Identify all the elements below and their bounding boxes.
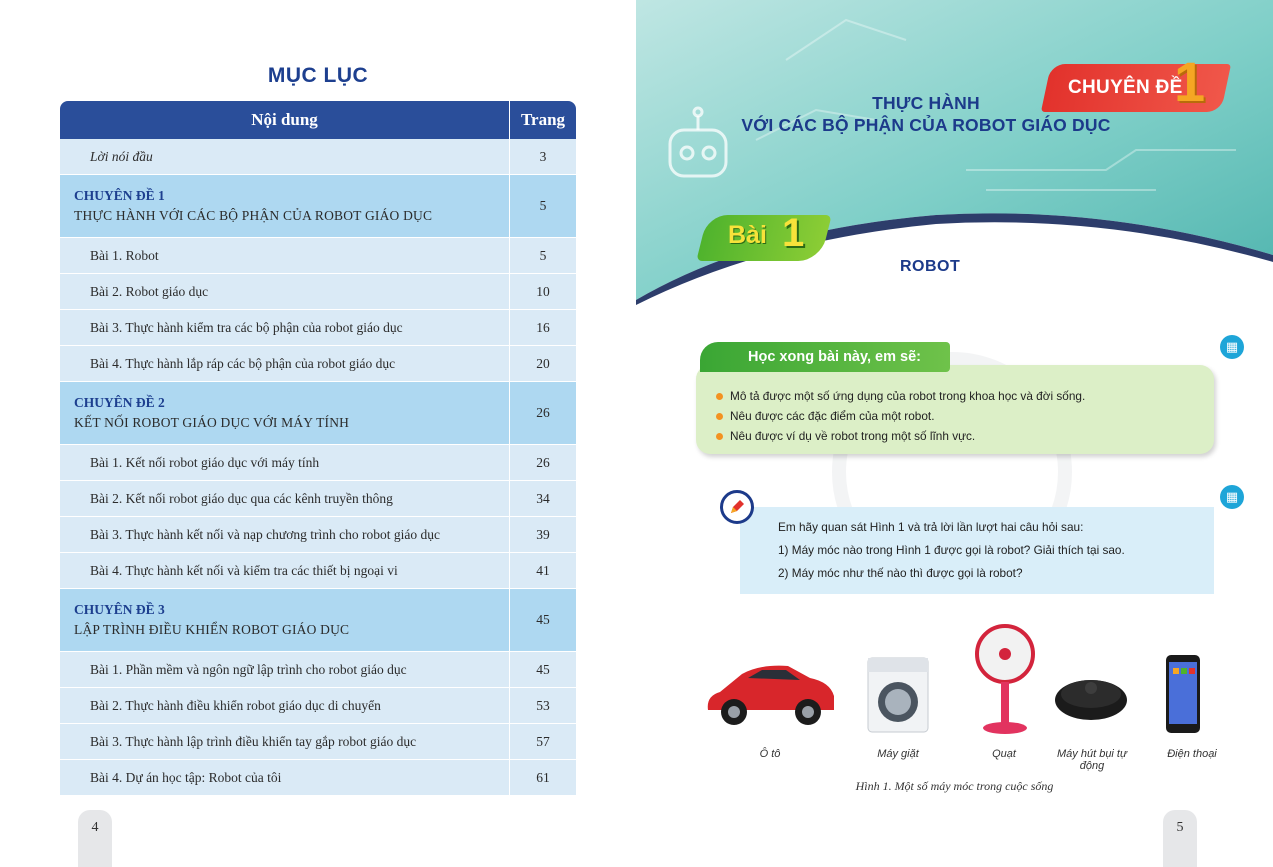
question-1: 1) Máy móc nào trong Hình 1 được gọi là robot? Giải thích tại sao.	[778, 543, 1125, 557]
chapter-title-line1: THỰC HÀNH	[872, 93, 980, 113]
toc-header-page: Trang	[520, 110, 566, 129]
objective-item: Nêu được ví dụ về robot trong một số lĩnh vực.	[716, 426, 1206, 446]
topic-badge-number: 1	[1174, 50, 1206, 113]
toc-row-label: Bài 3. Thực hành lập trình điều khiển tay gắp robot giáo dục	[60, 724, 510, 759]
topic-title: KẾT NỐI ROBOT GIÁO DỤC VỚI MÁY TÍNH	[74, 415, 350, 430]
chapter-title	[716, 92, 1136, 136]
toc-row-label: Bài 3. Thực hành kiểm tra các bộ phận của robot giáo dục	[60, 310, 510, 345]
topic-title: LẬP TRÌNH ĐIỀU KHIỂN ROBOT GIÁO DỤC	[74, 622, 350, 637]
toc-row-label: Bài 4. Thực hành lắp ráp các bộ phận của robot giáo dục	[60, 346, 510, 381]
toc-table	[60, 101, 576, 796]
toc-row-page: 3	[539, 148, 547, 164]
phone-image	[1165, 654, 1201, 734]
toc-header	[60, 101, 576, 139]
toc-lesson-3-3[interactable]	[60, 724, 576, 760]
toc-header-content: Nội dung	[60, 101, 510, 139]
item-label-car: Ô tô	[759, 748, 781, 760]
lesson-badge-number: 1	[782, 211, 805, 255]
toc-lesson-2-1[interactable]	[60, 445, 576, 481]
right-page	[636, 0, 1273, 867]
toc-row-intro[interactable]	[60, 139, 576, 175]
question-intro: Em hãy quan sát Hình 1 và trả lời lần lượt hai câu hỏi sau:	[778, 520, 1084, 534]
item-label-vacuum: Máy hút bụi tự động	[1057, 748, 1127, 772]
left-page	[0, 0, 636, 867]
item-label-phone: Điện thoại	[1167, 748, 1217, 760]
objectives-header	[700, 342, 950, 372]
toc-row-page: 53	[536, 697, 550, 713]
toc-lesson-1-1[interactable]	[60, 238, 576, 274]
toc-row-label: Bài 2. Kết nối robot giáo dục qua các kênh truyền thông	[60, 481, 510, 516]
toc-row-page: 5	[539, 198, 547, 213]
toc-title: MỤC LỤC	[267, 64, 369, 87]
toc-lesson-2-4[interactable]	[60, 553, 576, 589]
toc-lesson-2-2[interactable]	[60, 481, 576, 517]
toc-row-label: Bài 2. Robot giáo dục	[60, 274, 510, 309]
toc-row-page: 45	[536, 661, 550, 677]
toc-row-label: Bài 4. Thực hành kết nối và kiểm tra các thiết bị ngoại vi	[60, 553, 510, 588]
figure-caption: Hình 1. Một số máy móc trong cuộc sống	[855, 779, 1054, 793]
objectives-title: Học xong bài này, em sẽ:	[748, 349, 921, 365]
toc-row-page: 39	[536, 526, 550, 542]
toc-row-page: 5	[539, 247, 547, 263]
washing-machine-image	[866, 656, 930, 734]
toc-lesson-3-1[interactable]	[60, 652, 576, 688]
toc-topic-3[interactable]	[60, 589, 576, 652]
toc-lesson-2-3[interactable]	[60, 517, 576, 553]
topic-title: THỰC HÀNH VỚI CÁC BỘ PHẬN CỦA ROBOT GIÁO DỤC	[74, 208, 433, 223]
toc-lesson-3-4[interactable]	[60, 760, 576, 796]
toc-row-label: Bài 3. Thực hành kết nối và nạp chương trình cho robot giáo dục	[60, 517, 510, 552]
page-number-left: 4	[78, 810, 112, 867]
toc-row-page: 41	[536, 562, 550, 578]
lesson-badge-label: Bài	[728, 221, 767, 249]
toc-row-page: 20	[536, 355, 550, 371]
objective-item: Mô tả được một số ứng dụng của robot trong khoa học và đời sống.	[716, 386, 1206, 406]
toc-lesson-3-2[interactable]	[60, 688, 576, 724]
toc-row-page: 10	[536, 283, 550, 299]
book-icon[interactable]: ▦	[1220, 335, 1244, 359]
toc-row-label: Bài 1. Phần mềm và ngôn ngữ lập trình cho robot giáo dục	[60, 652, 510, 687]
toc-row-page: 57	[536, 733, 550, 749]
toc-row-label: Bài 1. Kết nối robot giáo dục với máy tính	[60, 445, 510, 480]
toc-row-page: 26	[536, 454, 550, 470]
topic-label: CHUYÊN ĐỀ 3	[74, 602, 165, 617]
car-image	[700, 652, 840, 734]
toc-row-page: 16	[536, 319, 550, 335]
book-icon[interactable]: ▦	[1220, 485, 1244, 509]
toc-row-page: 34	[536, 490, 550, 506]
topic-badge-label: CHUYÊN ĐỀ	[1068, 77, 1183, 98]
fan-image	[972, 624, 1038, 736]
lesson-title: ROBOT	[900, 258, 961, 275]
toc-topic-2[interactable]	[60, 382, 576, 445]
toc-row-page: 26	[536, 405, 550, 420]
toc-row-label: Bài 4. Dự án học tập: Robot của tôi	[60, 760, 510, 795]
toc-row-label: Bài 2. Thực hành điều khiển robot giáo dục di chuyển	[60, 688, 510, 723]
objective-item: Nêu được các đặc điểm của một robot.	[716, 406, 1206, 426]
page-number-right: 5	[1163, 810, 1197, 867]
topic-label: CHUYÊN ĐỀ 1	[74, 188, 165, 203]
item-label-washer: Máy giặt	[877, 748, 919, 760]
toc-lesson-1-3[interactable]	[60, 310, 576, 346]
toc-row-label: Lời nói đầu	[60, 139, 510, 174]
toc-topic-1[interactable]	[60, 175, 576, 238]
toc-row-page: 61	[536, 769, 550, 785]
chapter-title-line2: VỚI CÁC BỘ PHẬN CỦA ROBOT GIÁO DỤC	[741, 115, 1111, 135]
toc-lesson-1-2[interactable]	[60, 274, 576, 310]
item-label-fan: Quạt	[992, 748, 1016, 760]
question-2: 2) Máy móc như thế nào thì được gọi là robot?	[778, 566, 1023, 580]
objectives-list	[716, 386, 1206, 446]
pencil-icon	[720, 490, 754, 524]
figure-items	[700, 624, 1260, 774]
robot-vacuum-image	[1052, 666, 1130, 724]
toc-row-label: Bài 1. Robot	[60, 238, 510, 273]
topic-label: CHUYÊN ĐỀ 2	[74, 395, 165, 410]
toc-lesson-1-4[interactable]	[60, 346, 576, 382]
toc-row-page: 45	[536, 612, 550, 627]
warmup-question-text	[778, 516, 1208, 585]
